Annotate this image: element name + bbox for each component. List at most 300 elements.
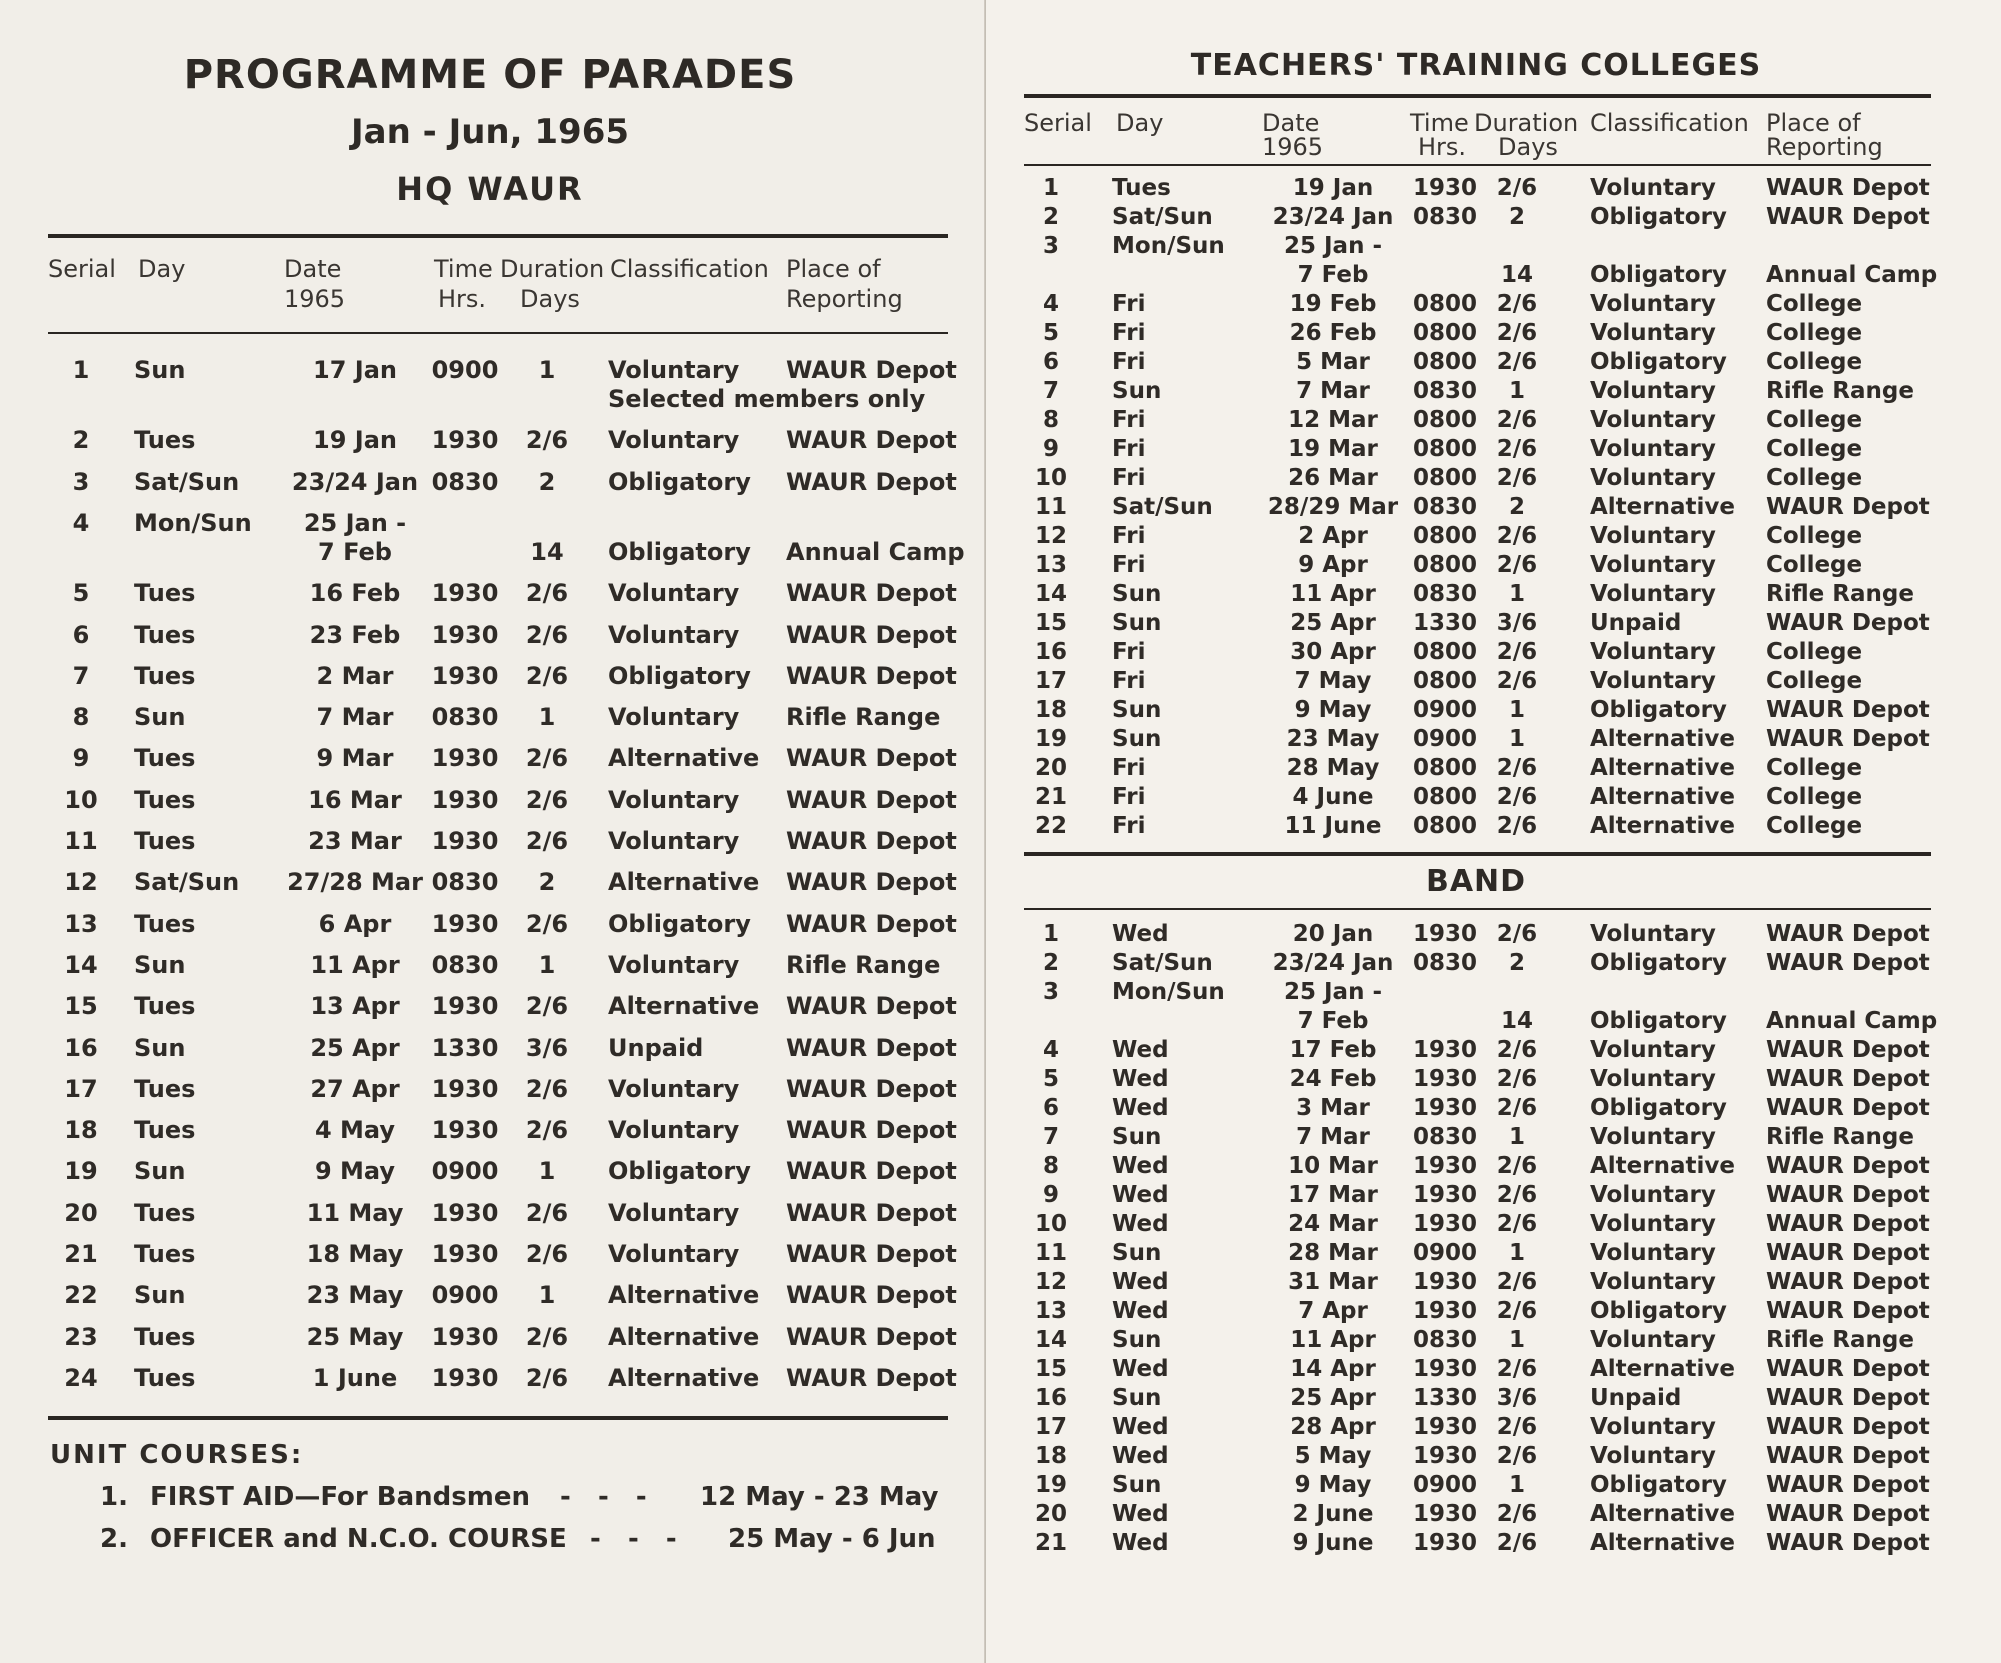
course-name: FIRST AID—For Bandsmen (150, 1482, 530, 1512)
date-cell: 11 Apr (310, 950, 400, 979)
place-cell: WAUR Depot (1766, 1414, 1930, 1440)
serial-cell: 3 (1042, 233, 1059, 259)
duration-cell: 2/6 (1496, 784, 1538, 810)
date-cell: 2 Apr (1298, 523, 1368, 549)
serial-cell: 1 (1042, 921, 1059, 947)
duration-cell: 2/6 (1496, 407, 1538, 433)
serial-cell: 16 (1034, 639, 1067, 665)
day-cell: Fri (1112, 523, 1146, 549)
day-cell: Wed (1112, 1153, 1169, 1179)
date-cell: 23 Mar (308, 827, 402, 855)
time-cell: 0830 (431, 703, 499, 732)
header-bottom-rule (48, 332, 948, 334)
place-cell: Rifle Range (1766, 581, 1914, 607)
time-cell: 0830 (431, 467, 499, 496)
serial-cell: 2 (1042, 950, 1059, 976)
serial-cell: 5 (1042, 1066, 1059, 1092)
classification-cell: Voluntary (1590, 465, 1716, 491)
duration-cell: 2 (538, 868, 556, 897)
duration-cell: 2/6 (1496, 349, 1538, 375)
classification-cell: Voluntary (1590, 1037, 1716, 1063)
place-cell: WAUR Depot (1766, 1240, 1930, 1266)
serial-cell: 19 (64, 1157, 98, 1186)
date-cell: 31 Mar (1288, 1269, 1378, 1295)
place-cell: Annual Camp (1766, 1008, 1938, 1034)
place-cell: WAUR Depot (786, 1033, 957, 1062)
classification-cell: Voluntary (608, 827, 740, 855)
duration-cell: 2/6 (1496, 755, 1538, 781)
place-cell: Rifle Range (786, 950, 941, 979)
serial-cell: 19 (1034, 1472, 1067, 1498)
date-cell: 28 Mar (1288, 1240, 1378, 1266)
duration-cell: 1 (1508, 378, 1525, 404)
col-duration-unit-header: Days (520, 285, 580, 313)
time-cell: 0800 (1412, 465, 1477, 491)
day-cell: Sun (1112, 1240, 1162, 1266)
date-cell: 30 Apr (1290, 639, 1376, 665)
day-cell: Tues (1112, 175, 1171, 201)
classification-cell: Voluntary (1590, 436, 1716, 462)
classification-cell: Obligatory (608, 467, 751, 496)
ttc-title: TEACHERS' TRAINING COLLEGES (1190, 48, 1762, 83)
classification-cell: Voluntary (608, 426, 740, 455)
date-cell: 9 Mar (316, 744, 394, 773)
date-cell: 17 Jan (313, 356, 397, 384)
date-cell: 7 Mar (1296, 1124, 1370, 1150)
date-cell: 25 May (306, 1322, 404, 1351)
duration-cell: 2/6 (1496, 1356, 1538, 1382)
day-cell: Tues (134, 661, 196, 690)
col-day-header: Day (138, 255, 186, 283)
duration-cell: 1 (1508, 1240, 1525, 1266)
duration-cell: 14 (1500, 1008, 1533, 1034)
serial-cell: 3 (1042, 979, 1059, 1005)
place-cell: College (1766, 668, 1863, 694)
place-cell: Rifle Range (1766, 378, 1914, 404)
place-cell: Rifle Range (1766, 1327, 1914, 1353)
date-cell: 12 Mar (1288, 407, 1378, 433)
place-cell: WAUR Depot (786, 661, 957, 690)
day-cell: Sun (1112, 726, 1162, 752)
serial-cell: 7 (1042, 1124, 1059, 1150)
date-cell: 11 May (306, 1198, 404, 1227)
day-cell: Sun (1112, 697, 1162, 723)
time-cell: 0830 (1412, 1327, 1477, 1353)
serial-cell: 7 (72, 661, 90, 690)
day-cell: Tues (134, 1198, 196, 1227)
duration-cell: 2/6 (1496, 1095, 1538, 1121)
serial-cell: 13 (1034, 552, 1067, 578)
classification-cell: Voluntary (1590, 1124, 1716, 1150)
place-cell: Annual Camp (1766, 262, 1938, 288)
unit-name: HQ WAUR (396, 170, 584, 208)
classification-cell: Alternative (608, 744, 760, 773)
place-cell: College (1766, 436, 1863, 462)
classification-cell: Alternative (1590, 1153, 1735, 1179)
serial-cell: 4 (1042, 1037, 1059, 1063)
time-cell: 1930 (1412, 1530, 1477, 1556)
classification-cell: Alternative (608, 868, 760, 897)
time-cell: 1930 (431, 579, 499, 608)
time-cell: 1930 (431, 744, 499, 773)
day-cell: Fri (1112, 668, 1146, 694)
classification-cell: Voluntary (1590, 639, 1716, 665)
place-cell: College (1766, 755, 1863, 781)
duration-cell: 2/6 (1496, 639, 1538, 665)
time-cell: 1930 (431, 827, 499, 855)
col-classification-header: Classification (610, 255, 769, 283)
duration-cell: 2/6 (1496, 1530, 1538, 1556)
day-cell: Wed (1112, 1269, 1169, 1295)
serial-cell: 12 (64, 868, 98, 897)
date-cell: 25 Jan - (1283, 979, 1383, 1005)
day-cell: Sun (1112, 1472, 1162, 1498)
place-cell: WAUR Depot (1766, 204, 1930, 230)
duration-cell: 2/6 (1496, 1443, 1538, 1469)
date-cell-continued: 7 Feb (1297, 1008, 1369, 1034)
classification-cell: Obligatory (608, 537, 751, 566)
date-cell: 6 Apr (318, 909, 392, 938)
date-cell: 28 Apr (1290, 1414, 1376, 1440)
duration-cell: 2/6 (1496, 552, 1538, 578)
time-cell: 1930 (1412, 1037, 1477, 1063)
time-cell: 1930 (1412, 1443, 1477, 1469)
ttc-header-rule (1024, 164, 1931, 166)
time-cell: 0900 (431, 1157, 499, 1186)
classification-cell: Alternative (1590, 1356, 1735, 1382)
place-cell: WAUR Depot (786, 1074, 957, 1103)
classification-cell: Voluntary (608, 1240, 740, 1268)
classification-cell: Obligatory (1590, 262, 1727, 288)
duration-cell: 14 (530, 537, 564, 566)
day-cell: Fri (1112, 407, 1146, 433)
time-cell: 0800 (1412, 755, 1477, 781)
serial-cell: 20 (64, 1198, 98, 1227)
date-cell: 5 May (1294, 1443, 1372, 1469)
band-title: BAND (1425, 864, 1527, 899)
place-cell: WAUR Depot (1766, 1530, 1930, 1556)
col-place-header-2: Reporting (1766, 133, 1883, 161)
day-cell: Sat/Sun (1112, 950, 1213, 976)
course-number: 1. (100, 1482, 128, 1512)
place-cell: WAUR Depot (1766, 1443, 1930, 1469)
date-cell: 23/24 Jan (291, 467, 419, 496)
serial-cell: 15 (1034, 610, 1067, 636)
col-place-header: Place of (786, 255, 881, 283)
date-cell: 23 Feb (309, 620, 401, 649)
classification-cell: Alternative (1590, 755, 1735, 781)
place-cell: WAUR Depot (786, 992, 957, 1021)
day-cell: Fri (1112, 552, 1146, 578)
place-cell: WAUR Depot (1766, 1211, 1930, 1237)
day-cell: Wed (1112, 1037, 1169, 1063)
time-cell: 1930 (431, 992, 499, 1021)
place-cell: College (1766, 552, 1863, 578)
serial-cell: 13 (1034, 1298, 1067, 1324)
time-cell: 0800 (1412, 523, 1477, 549)
date-cell: 1 June (312, 1363, 398, 1392)
day-cell: Wed (1112, 921, 1169, 947)
serial-cell: 10 (64, 785, 98, 814)
col-serial-header: Serial (1024, 109, 1092, 137)
classification-cell: Voluntary (608, 1198, 740, 1227)
classification-cell: Voluntary (1590, 1414, 1716, 1440)
classification-cell: Voluntary (1590, 921, 1716, 947)
duration-cell: 2/6 (1496, 1182, 1538, 1208)
serial-cell: 4 (1042, 291, 1059, 317)
place-cell: WAUR Depot (1766, 950, 1930, 976)
classification-cell: Alternative (1590, 494, 1735, 520)
place-cell: WAUR Depot (1766, 175, 1930, 201)
day-cell: Wed (1112, 1182, 1169, 1208)
serial-cell: 18 (1034, 1443, 1067, 1469)
time-cell: 0800 (1412, 291, 1477, 317)
serial-cell: 10 (1034, 1211, 1067, 1237)
classification-cell: Voluntary (1590, 407, 1716, 433)
classification-cell: Voluntary (1590, 1327, 1716, 1353)
programme-title: PROGRAMME OF PARADES (183, 52, 797, 98)
duration-cell: 2 (1508, 950, 1525, 976)
classification-cell: Voluntary (608, 950, 740, 979)
day-cell: Sun (134, 1033, 186, 1062)
day-cell: Wed (1112, 1298, 1169, 1324)
col-time-unit-header: Hrs. (438, 285, 487, 313)
serial-cell: 9 (1042, 1182, 1059, 1208)
day-cell: Sun (1112, 610, 1162, 636)
day-cell: Wed (1112, 1095, 1169, 1121)
duration-cell: 2/6 (1496, 523, 1538, 549)
day-cell: Mon/Sun (1112, 979, 1225, 1005)
classification-cell: Voluntary (1590, 1269, 1716, 1295)
place-cell: WAUR Depot (1766, 1037, 1930, 1063)
place-cell: College (1766, 349, 1863, 375)
day-cell: Tues (134, 909, 196, 938)
duration-cell: 1 (538, 356, 556, 384)
date-cell: 23 May (306, 1281, 404, 1310)
serial-cell: 13 (64, 909, 98, 938)
date-cell-continued: 7 Feb (1297, 262, 1369, 288)
day-cell: Tues (134, 620, 196, 649)
duration-cell: 1 (1508, 1472, 1525, 1498)
time-cell: 0900 (1412, 726, 1477, 752)
date-cell: 19 Jan (313, 426, 397, 455)
time-cell: 0900 (1412, 1472, 1477, 1498)
col-time-header: Time (1410, 109, 1469, 137)
day-cell: Fri (1112, 320, 1146, 346)
serial-cell: 6 (1042, 1095, 1059, 1121)
classification-cell: Voluntary (1590, 378, 1716, 404)
date-cell: 26 Mar (1288, 465, 1378, 491)
serial-cell: 12 (1034, 1269, 1067, 1295)
serial-cell: 21 (1034, 1530, 1067, 1556)
date-cell: 14 Apr (1290, 1356, 1376, 1382)
duration-cell: 2/6 (1496, 1298, 1538, 1324)
serial-cell: 22 (64, 1281, 98, 1310)
duration-cell: 2/6 (525, 909, 569, 938)
date-cell: 7 Apr (1298, 1298, 1368, 1324)
serial-cell: 17 (64, 1074, 98, 1103)
place-cell: WAUR Depot (786, 868, 957, 897)
time-cell: 1930 (1412, 1211, 1477, 1237)
programme-period: Jan - Jun, 1965 (350, 112, 630, 152)
duration-cell: 2/6 (1496, 1501, 1538, 1527)
duration-cell: 1 (1508, 581, 1525, 607)
place-cell: College (1766, 523, 1863, 549)
serial-cell: 15 (64, 992, 98, 1021)
serial-cell: 1 (72, 356, 90, 384)
classification-cell: Obligatory (1590, 950, 1727, 976)
duration-cell: 1 (538, 1157, 556, 1186)
day-cell: Fri (1112, 291, 1146, 317)
date-cell: 13 Apr (310, 992, 400, 1021)
course-name: OFFICER and N.C.O. COURSE (150, 1524, 567, 1554)
time-cell: 0800 (1412, 320, 1477, 346)
classification-cell: Obligatory (608, 1157, 751, 1186)
classification-cell: Voluntary (1590, 1211, 1716, 1237)
date-cell: 17 Mar (1288, 1182, 1378, 1208)
time-cell: 0800 (1412, 813, 1477, 839)
serial-cell: 14 (64, 950, 98, 979)
date-cell: 28 May (1286, 755, 1380, 781)
duration-cell: 2 (538, 467, 556, 496)
classification-cell: Alternative (608, 1322, 760, 1351)
duration-cell: 3/6 (525, 1033, 569, 1062)
duration-cell: 2/6 (1496, 1153, 1538, 1179)
place-cell: WAUR Depot (1766, 697, 1930, 723)
duration-cell: 1 (538, 1281, 556, 1310)
classification-cell: Alternative (608, 992, 760, 1021)
day-cell: Tues (134, 1240, 196, 1268)
serial-cell: 3 (72, 467, 90, 496)
place-cell: WAUR Depot (1766, 1298, 1930, 1324)
date-cell: 25 Jan - (303, 508, 407, 537)
duration-cell: 2/6 (1496, 291, 1538, 317)
day-cell: Sun (1112, 378, 1162, 404)
date-cell: 11 Apr (1290, 1327, 1376, 1353)
time-cell: 0900 (1412, 697, 1477, 723)
date-cell: 19 Feb (1289, 291, 1377, 317)
time-cell: 1930 (431, 1240, 499, 1268)
col-duration-unit-header: Days (1498, 133, 1558, 161)
date-cell: 3 Mar (1296, 1095, 1370, 1121)
place-cell: WAUR Depot (786, 467, 957, 496)
time-cell: 1930 (431, 909, 499, 938)
place-cell: WAUR Depot (786, 1240, 957, 1268)
left-page (0, 0, 986, 1663)
duration-cell: 2/6 (525, 785, 569, 814)
row-note: Selected members only (608, 385, 926, 413)
classification-cell: Obligatory (1590, 1008, 1727, 1034)
classification-cell: Voluntary (608, 703, 740, 732)
day-cell: Tues (134, 426, 196, 455)
date-cell: 28/29 Mar (1267, 494, 1399, 520)
date-cell: 9 May (314, 1157, 396, 1186)
day-cell: Sun (1112, 581, 1162, 607)
duration-cell: 3/6 (1496, 1385, 1538, 1411)
band-header-rule (1024, 908, 1931, 910)
time-cell: 1330 (431, 1033, 499, 1062)
serial-cell: 16 (1034, 1385, 1067, 1411)
serial-cell: 23 (64, 1322, 98, 1351)
day-cell: Sat/Sun (134, 467, 240, 496)
classification-cell: Voluntary (608, 579, 740, 608)
serial-cell: 14 (1034, 581, 1067, 607)
serial-cell: 18 (64, 1116, 98, 1145)
duration-cell: 2/6 (525, 579, 569, 608)
classification-cell: Voluntary (1590, 581, 1716, 607)
col-day-header: Day (1116, 109, 1164, 137)
time-cell: 0830 (1412, 581, 1477, 607)
day-cell: Sun (134, 1281, 186, 1310)
day-cell: Wed (1112, 1501, 1169, 1527)
duration-cell: 2/6 (1496, 320, 1538, 346)
classification-cell: Voluntary (1590, 1182, 1716, 1208)
day-cell: Tues (134, 744, 196, 773)
date-cell: 18 May (306, 1240, 404, 1268)
day-cell: Wed (1112, 1356, 1169, 1382)
date-cell: 23/24 Jan (1272, 950, 1394, 976)
day-cell: Tues (134, 1363, 196, 1392)
day-cell: Sun (134, 356, 186, 384)
serial-cell: 2 (1042, 204, 1059, 230)
time-cell: 0800 (1412, 639, 1477, 665)
duration-cell: 2/6 (525, 1074, 569, 1103)
time-cell: 0830 (1412, 378, 1477, 404)
time-cell: 1930 (1412, 1269, 1477, 1295)
col-date-year-header: 1965 (284, 285, 346, 313)
serial-cell: 11 (1034, 1240, 1067, 1266)
duration-cell: 2/6 (1496, 668, 1538, 694)
duration-cell: 2/6 (525, 744, 569, 773)
duration-cell: 2/6 (525, 992, 569, 1021)
duration-cell: 2/6 (525, 1240, 569, 1268)
serial-cell: 17 (1034, 1414, 1067, 1440)
duration-cell: 1 (538, 703, 556, 732)
course-dashes: - - - (560, 1482, 647, 1512)
col-time-unit-header: Hrs. (1418, 133, 1467, 161)
time-cell: 1930 (431, 1322, 499, 1351)
day-cell: Fri (1112, 784, 1146, 810)
time-cell: 0800 (1412, 349, 1477, 375)
time-cell: 1930 (1412, 1414, 1477, 1440)
day-cell: Tues (134, 1116, 196, 1145)
classification-cell: Obligatory (1590, 204, 1727, 230)
serial-cell: 9 (72, 744, 90, 773)
classification-cell: Alternative (1590, 1501, 1735, 1527)
place-cell: WAUR Depot (1766, 1472, 1930, 1498)
time-cell: 1930 (431, 1198, 499, 1227)
time-cell: 1930 (1412, 1501, 1477, 1527)
duration-cell: 2/6 (1496, 436, 1538, 462)
duration-cell: 2/6 (525, 661, 569, 690)
time-cell: 1330 (1412, 1385, 1477, 1411)
classification-cell: Unpaid (608, 1033, 704, 1062)
classification-cell: Voluntary (1590, 1240, 1716, 1266)
table-bottom-rule (48, 1416, 948, 1420)
date-cell: 16 Feb (309, 579, 401, 608)
classification-cell: Voluntary (608, 620, 740, 649)
date-cell: 9 Apr (1298, 552, 1368, 578)
day-cell: Tues (134, 579, 196, 608)
band-top-rule (1024, 852, 1931, 856)
place-cell: WAUR Depot (786, 356, 957, 384)
time-cell: 0800 (1412, 436, 1477, 462)
time-cell: 1930 (1412, 1095, 1477, 1121)
day-cell: Sun (1112, 1327, 1162, 1353)
classification-cell: Voluntary (608, 356, 740, 384)
classification-cell: Alternative (1590, 726, 1735, 752)
duration-cell: 2/6 (525, 1116, 569, 1145)
